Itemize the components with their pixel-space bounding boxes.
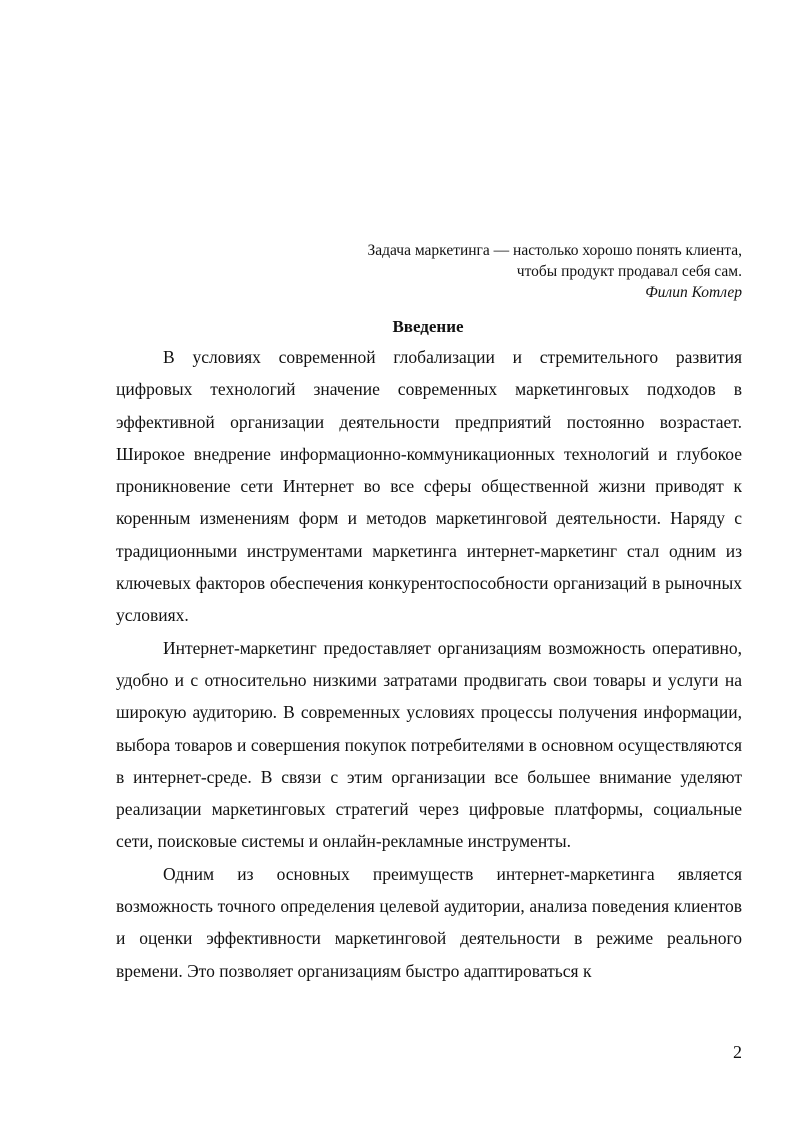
body-text <box>116 341 742 987</box>
epigraph-author: Филип Котлер <box>645 284 742 301</box>
epigraph <box>222 240 742 303</box>
epigraph-line-2: чтобы продукт продавал себя сам. <box>516 263 742 280</box>
paragraph-1: В условиях современной глобализации и стремительного развития цифровых технологий значение современных маркетинговых подходов в эффективной организации деятельности предприятий постоянно возрастает. Широкое внедрение информационно-коммуникационных технологий и глубокое проникновение сети Интернет во все сферы общественной жизни приводят к коренным изменениям форм и методов маркетинговой деятельности. Наряду с традиционными инструментами маркетинга интернет-маркетинг стал одним из ключевых факторов обеспечения конкурентоспособности организаций в рыночных условиях. <box>116 347 742 626</box>
section-heading: Введение <box>392 317 464 336</box>
page-number: 2 <box>733 1042 742 1062</box>
paragraph-3: Одним из основных преимуществ интернет-маркетинга является возможность точного определения целевой аудитории, анализа поведения клиентов и оценки эффективности маркетинговой деятельности в режиме реального времени. Это позволяет организациям быстро адаптироваться к <box>116 863 742 981</box>
epigraph-line-1: Задача маркетинга — настолько хорошо понять клиента, <box>367 242 742 259</box>
paragraph-2: Интернет-маркетинг предоставляет организациям возможность оперативно, удобно и с относительно низкими затратами продвигать свои товары и услуги на широкую аудиторию. В современных условиях процессы получения информации, выбора товаров и совершения покупок потребителями в основном осуществляются в интернет-среде. В связи с этим организации все большее внимание уделяют реализации маркетинговых стратегий через цифровые платформы, социальные сети, поисковые системы и онлайн-рекламные инструменты. <box>116 637 742 852</box>
